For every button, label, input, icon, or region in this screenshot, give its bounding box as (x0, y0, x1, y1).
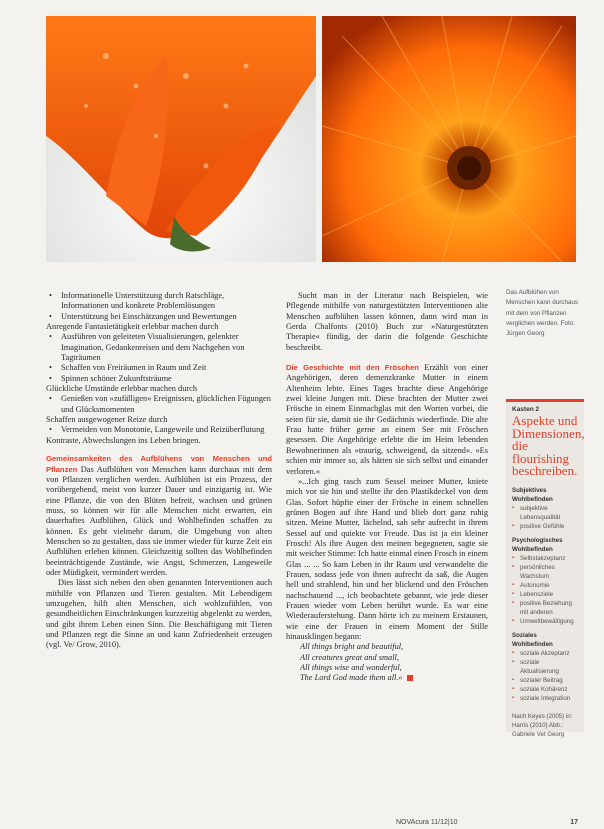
quote-line (286, 673, 488, 683)
intervention-list (46, 291, 272, 446)
song-quote (286, 642, 488, 683)
box-item: ▪ soziale Integration (512, 694, 578, 703)
quote-line-text: The Lord God made them all.« (300, 673, 403, 683)
paragraph (286, 363, 488, 477)
list-item: Kontraste, Abwechslungen ins Leben bringen. (46, 435, 201, 445)
list-item: Glückliche Umstände erlebbar machen durch (46, 384, 198, 394)
list-item: Schaffen ausgewogener Reize durch (46, 415, 168, 425)
list-item: • Schaffen von Freiräumen in Raum und Zeit (46, 363, 272, 373)
section-heading: Die Geschichte mit den Fröschen (286, 363, 419, 373)
box-item: ▪ subjektive Lebensqualität (512, 504, 578, 522)
caption-text: Das Aufblühen von Menschen kann durchaus mit dem von Pflanzen verglichen werden. Foto: Jürgen Georg (506, 289, 579, 338)
text-column-middle (286, 291, 488, 684)
list-item: • Ausführen von geleiteten Visualisierungen, gelenkter Imagination, Gedankenreisen und dem Nachgehen von Tagträumen (46, 332, 272, 363)
box-group (506, 631, 584, 708)
box-item: ▪ Selbstakzeptanz (512, 554, 578, 563)
photo-flower-side (46, 16, 316, 262)
quote-line: All things wise and wonderful, (300, 663, 402, 673)
box-item: ▪ soziale Aktualisierung (512, 658, 578, 676)
text-column-left (46, 291, 272, 651)
box-item: ▪ soziale Akzeptanz (512, 649, 578, 658)
list-item: • Vermeiden von Monotonie, Langeweile und Reizüberflutung (46, 425, 272, 435)
paragraph: Sucht man in der Literatur nach Beispielen, wie Pflegende mithilfe von naturgestützten Interventionen alte Menschen aufblühen lassen können, dann wird man in Gerda Chalfonts (2010) Buch zur »Naturgestützten Therapie« fündig, der darin die folgende Geschichte beschreibt. (286, 291, 488, 352)
box-item: ▪ Umweltbewältigung (512, 617, 578, 626)
page-footer (396, 819, 586, 826)
quote-line: All things bright and beautiful, (300, 642, 404, 652)
box-item: ▪ positive Beziehung mit anderen (512, 599, 578, 617)
box-group (506, 486, 584, 536)
box-source: Nach Keyes (2005) in: Harris (2010) Abb.: Gabriele Vet Georg (512, 712, 573, 738)
box-group-title: Soziales Wohlbefinden (512, 631, 553, 648)
section-heading: Gemeinsamkeiten des Aufblühens von Menschen und Pflanzen (46, 454, 272, 474)
box-item: ▪ sozialer Beitrag (512, 676, 578, 685)
image-caption (506, 288, 582, 339)
box-tag: Kasten 2 (512, 406, 540, 413)
page-number: 17 (570, 819, 578, 826)
paragraph-text: Das Aufblühen von Menschen kann durchaus mit dem von Pflanzen verglichen werden. Aufblühen ist ein Prozess, der vorübergehend, meist von kurzer Dauer und einzigartig ist. Wie eine Pflanze, die von den Blüten befreit, wachsen und grünen muss, so können wir für alle Menschen nicht erwarten, ein dauerhaftes Aufblühen, Glück und Wohlbefinden schaffen zu können. Es geht vielmehr darum, die Umgebung von alten Menschen so zu gestalten, dass sie immer wieder für kurze Zeit ein Aufblühen erleben können. Gleichzeitig sollten das Wohlbefinden beeinträchtigende Zustände, wie Angst, Schmerzen, Langeweile oder Müdigkeit, vermindert werden. (46, 464, 272, 577)
photo-flower-closeup (322, 16, 576, 262)
paragraph (46, 454, 272, 578)
box-item: ▪ Lebensziele (512, 590, 578, 599)
box-group (506, 536, 584, 631)
journal-name: NOVAcura 11/12|10 (396, 819, 458, 826)
box-group-title: Subjektives Wohlbefinden (512, 486, 553, 503)
quote-line: All creatures great and small, (300, 652, 399, 662)
box-item: ▪ Autonomie (512, 581, 578, 590)
paragraph: »...Ich ging rasch zum Sessel meiner Mutter, kniete mich vor sie hin und stellte ihr den Plastikdeckel von dem Glas. Sofort hüpfte einer der Frösche in einem schnellen grünen Bogen auf ihre Hand und blieb dort ganz ruhig sitzen. Meine Mutter, lächelnd, sah sehr aufrecht in ihrem Sessel auf und quiekte vor Freude. Das ist ja ein kleiner Frosch! Als ihre Augen den meinen begegneten, sagte sie mit weicher Stimme: Ich hatte einmal einen Frosch in einem Glas ... ... So kam Leben in ihr Raum und verwandelte die Frauen, sodass jede von ihnen aufrecht da saß, die Augen hell und strahlend, hin und her blickend und den Fröschen nachschauend ..., ich beobachtete gebannt, wie jede dieser Frauen wieder vom Leben berührt wurde. Es war eine Wiederauferstehung. Dann hörte ich zu meinem Erstaunen, wie eine der Frauen in einem Moment der Stille hinausklingen begann: (286, 476, 488, 641)
box-group-title: Psychologisches Wohlbefinden (512, 536, 563, 553)
paragraph: Dies lässt sich neben den oben genannten Interventionen auch mithilfe von Pflanzen und Tieren gestalten. Mit Lebendigem umzugehen, hilft alten Menschen, sich wohlzufühlen, von gesundheitlichen Einschränkungen kurzzeitig abgelenkt zu werden, und gibt ihrem Leben einen Sinn. Die Beschäftigung mit Tieren und Pflanzen regt die Sinne an und kann Zufriedenheit erzeugen (vgl. Ve/ Grow, 2010). (46, 578, 272, 650)
list-item: Anregende Fantasietätigkeit erlebbar machen durch (46, 322, 219, 332)
list-item: • Spinnen schöner Zukunftsträume (46, 374, 272, 384)
list-item: • Informationelle Unterstützung durch Ratschläge, Informationen und konkrete Problemlösungen (46, 291, 272, 312)
list-item: • Genießen von »zufälligen« Ereignissen, glücklichen Fügungen und Glücksmomenten (46, 394, 272, 415)
paragraph-text: Erzählt von einer Angehörigen, deren demenzkranke Mutter in einem Altenheim lebte. Eines Tages brachte diese Angehörige zwei kleine Jungen mit. Diese brachten der Mutter zwei Frösche in einem Einmachglas mit den Worten vorbei, die seien für sie, damit sie ihr Gedächtnis wiederfinde. Die alte Frau hatte früher gerne an einem See mit Fröschen gesessen. Die Angehörige erlebte die im Heim lebenden Bewohnerinnen als »traurig, schweigend, da sitzend«. »Es schien mir immer so, als hätten sie sich selbst und einander verloren.« (286, 363, 489, 476)
info-box (506, 399, 585, 738)
box-title: Aspekte und Dimensionen, die flourishing beschreiben. (512, 413, 585, 478)
list-item: • Unterstützung bei Einschätzungen und Bewertungen (46, 312, 272, 322)
box-item: ▪ soziale Kohärenz (512, 685, 578, 694)
box-item: ▪ positive Gefühle (512, 522, 578, 531)
box-item: ▪ persönliches Wachstum (512, 563, 578, 581)
end-mark-icon (407, 675, 413, 681)
